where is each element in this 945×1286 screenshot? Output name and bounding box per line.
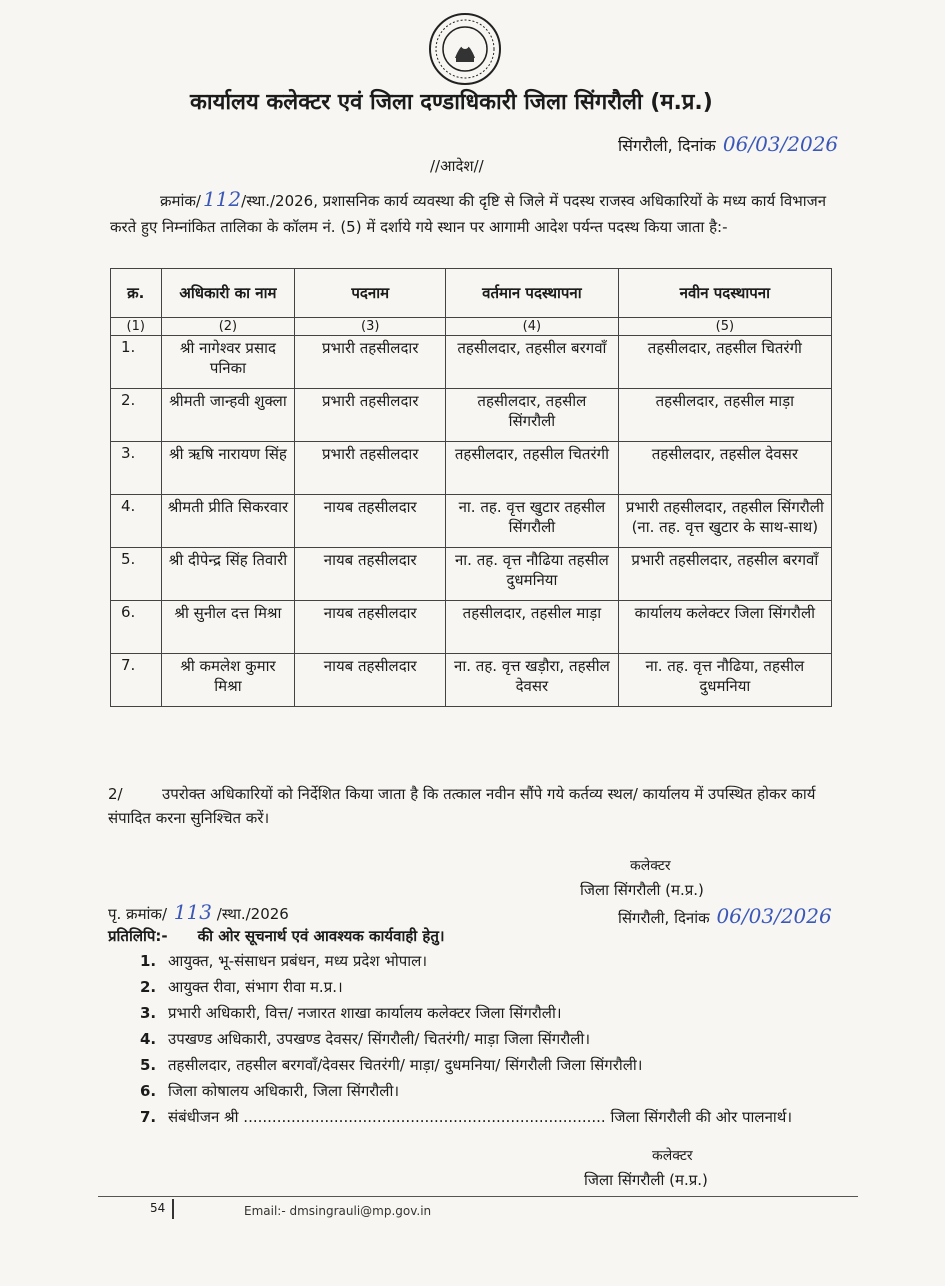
cell-current-posting: ना. तह. वृत्त नौढिया तहसील दुधमनिया <box>446 548 619 601</box>
list-item-text: आयुक्त, भू-संसाधन प्रबंधन, मध्य प्रदेश भोपाल। <box>168 952 428 970</box>
cell-officer-name: श्री कमलेश कुमार मिश्रा <box>161 654 295 707</box>
paragraph-number: 2/ <box>108 785 123 803</box>
list-item-text: प्रभारी अधिकारी, वित्त/ नजारत शाखा कार्यालय कलेक्टर जिला सिंगरौली। <box>168 1004 562 1022</box>
cell-current-posting: तहसीलदार, तहसील चितरंगी <box>446 442 619 495</box>
list-item <box>140 1052 792 1078</box>
table-row <box>111 654 832 707</box>
cell-designation: प्रभारी तहसीलदार <box>295 389 446 442</box>
cell-serial: 4. <box>111 495 162 548</box>
footer-email: Email:- dmsingrauli@mp.gov.in <box>244 1204 432 1218</box>
cell-current-posting: तहसीलदार, तहसील सिंगरौली <box>446 389 619 442</box>
column-number-row <box>111 318 832 336</box>
page-number: 54 <box>150 1201 166 1215</box>
signature-designation: कलेक्टर <box>652 1148 693 1164</box>
list-item <box>140 1000 792 1026</box>
state-emblem-icon <box>428 12 502 86</box>
cell-officer-name: श्री ऋषि नारायण सिंह <box>161 442 295 495</box>
cell-serial: 2. <box>111 389 162 442</box>
order-heading: //आदेश// <box>430 157 484 175</box>
instruction-paragraph <box>108 782 838 830</box>
cell-new-posting: प्रभारी तहसीलदार, तहसील बरगवाँ <box>618 548 831 601</box>
cell-officer-name: श्री नागेश्वर प्रसाद पनिका <box>161 336 295 389</box>
place-date-label: सिंगरौली, दिनांक <box>618 909 710 927</box>
cell-serial: 7. <box>111 654 162 707</box>
list-item <box>140 1078 792 1104</box>
header-current-posting: वर्तमान पदस्थापना <box>446 269 619 318</box>
cell-current-posting: ना. तह. वृत्त खुटार तहसील सिंगरौली <box>446 495 619 548</box>
list-item <box>140 1104 792 1130</box>
footer-divider <box>98 1196 858 1197</box>
list-item <box>140 1026 792 1052</box>
signature-district: जिला सिंगरौली (म.प्र.) <box>580 881 704 899</box>
column-number: (4) <box>446 318 619 336</box>
table-row <box>111 442 832 495</box>
handwritten-date: 06/03/2026 <box>722 132 839 156</box>
order-intro-paragraph <box>110 186 840 240</box>
cell-serial: 1. <box>111 336 162 389</box>
endorsement-place-date <box>618 904 832 928</box>
header-serial: क्र. <box>111 269 162 318</box>
cell-designation: प्रभारी तहसीलदार <box>295 442 446 495</box>
cell-serial: 6. <box>111 601 162 654</box>
table-row <box>111 548 832 601</box>
cell-officer-name: श्री सुनील दत्त मिश्रा <box>161 601 295 654</box>
order-place-date <box>618 132 838 156</box>
list-item <box>140 974 792 1000</box>
cell-designation: नायब तहसीलदार <box>295 601 446 654</box>
cell-officer-name: श्रीमती प्रीति सिकरवार <box>161 495 295 548</box>
instruction-text: उपरोक्त अधिकारियों को निर्देशित किया जाता है कि तत्काल नवीन सौंपे गये कर्तव्य स्थल/ कार्यालय में उपस्थित होकर कार्य संपादित करना सुनिश्चित करें। <box>108 785 816 827</box>
list-item-text: जिला कोषालय अधिकारी, जिला सिंगरौली। <box>168 1082 400 1100</box>
signature-district: जिला सिंगरौली (म.प्र.) <box>584 1171 708 1189</box>
cell-serial: 3. <box>111 442 162 495</box>
cell-serial: 5. <box>111 548 162 601</box>
copy-label: प्रतिलिपि:- <box>108 927 168 945</box>
handwritten-order-number: 112 <box>202 187 242 211</box>
office-title: कार्यालय कलेक्टर एवं जिला दण्डाधिकारी जिला सिंगरौली (म.प्र.) <box>190 90 713 115</box>
table-row <box>111 495 832 548</box>
endorsement-number <box>108 900 289 924</box>
copy-recipient-list <box>140 948 792 1130</box>
page-number-divider <box>172 1199 174 1219</box>
list-item-number: 6. <box>140 1082 157 1100</box>
list-item-text: उपखण्ड अधिकारी, उपखण्ड देवसर/ सिंगरौली/ चितरंगी/ माड़ा जिला सिंगरौली। <box>168 1030 591 1048</box>
list-item-number: 1. <box>140 952 157 970</box>
list-item-number: 4. <box>140 1030 157 1048</box>
list-item-text: आयुक्त रीवा, संभाग रीवा म.प्र.। <box>168 978 343 996</box>
cell-new-posting: तहसीलदार, तहसील चितरंगी <box>618 336 831 389</box>
cell-designation: नायब तहसीलदार <box>295 495 446 548</box>
cell-current-posting: ना. तह. वृत्त खड़ौरा, तहसील देवसर <box>446 654 619 707</box>
list-item-number: 7. <box>140 1108 157 1126</box>
table-row <box>111 389 832 442</box>
copy-text: की ओर सूचनार्थ एवं आवश्यक कार्यवाही हेतु। <box>197 927 445 945</box>
cell-designation: नायब तहसीलदार <box>295 654 446 707</box>
cell-current-posting: तहसीलदार, तहसील माड़ा <box>446 601 619 654</box>
column-number: (5) <box>618 318 831 336</box>
cell-new-posting: कार्यालय कलेक्टर जिला सिंगरौली <box>618 601 831 654</box>
list-item-number: 2. <box>140 978 157 996</box>
order-intro-text: /स्था./2026, प्रशासनिक कार्य व्यवस्था की दृष्टि से जिले में पदस्थ राजस्व अधिकारियों के मध्य कार्य विभाजन करते हुए निम्नांकित तालिका के कॉलम नं. (5) में दर्शाये गये स्थान पर आगामी आदेश पर्यन्त पदस्थ किया जाता है:- <box>110 192 827 236</box>
cell-designation: नायब तहसीलदार <box>295 548 446 601</box>
cell-officer-name: श्रीमती जान्हवी शुक्ला <box>161 389 295 442</box>
column-number: (1) <box>111 318 162 336</box>
cell-new-posting: तहसीलदार, तहसील देवसर <box>618 442 831 495</box>
signature-designation: कलेक्टर <box>630 858 671 874</box>
header-new-posting: नवीन पदस्थापना <box>618 269 831 318</box>
cell-new-posting: प्रभारी तहसीलदार, तहसील सिंगरौली (ना. तह. वृत्त खुटार के साथ-साथ) <box>618 495 831 548</box>
column-number: (2) <box>161 318 295 336</box>
endorsement-number-prefix: पृ. क्रमांक/ <box>108 905 168 923</box>
place-date-label: सिंगरौली, दिनांक <box>618 136 716 155</box>
handwritten-date: 06/03/2026 <box>716 904 832 928</box>
list-item-number: 5. <box>140 1056 157 1074</box>
header-designation: पदनाम <box>295 269 446 318</box>
list-item-number: 3. <box>140 1004 157 1022</box>
cell-officer-name: श्री दीपेन्द्र सिंह तिवारी <box>161 548 295 601</box>
table-row <box>111 601 832 654</box>
posting-table <box>110 268 832 707</box>
cell-new-posting: ना. तह. वृत्त नौढिया, तहसील दुधमनिया <box>618 654 831 707</box>
handwritten-endorsement-number: 113 <box>173 900 212 924</box>
endorsement-number-suffix: /स्था./2026 <box>216 905 289 923</box>
order-number-prefix: क्रमांक/ <box>160 192 201 210</box>
cell-current-posting: तहसीलदार, तहसील बरगवाँ <box>446 336 619 389</box>
cell-new-posting: तहसीलदार, तहसील माड़ा <box>618 389 831 442</box>
table-header-row <box>111 269 832 318</box>
list-item-text: संबंधीजन श्री ............................................................................ जिला सिंगरौली की ओर पालनार्थ। <box>168 1108 793 1126</box>
table-row <box>111 336 832 389</box>
cell-designation: प्रभारी तहसीलदार <box>295 336 446 389</box>
header-officer-name: अधिकारी का नाम <box>161 269 295 318</box>
list-item-text: तहसीलदार, तहसील बरगवाँ/देवसर चितरंगी/ माड़ा/ दुधमनिया/ सिंगरौली जिला सिंगरौली। <box>168 1056 643 1074</box>
copy-to-heading <box>108 926 445 946</box>
list-item <box>140 948 792 974</box>
column-number: (3) <box>295 318 446 336</box>
